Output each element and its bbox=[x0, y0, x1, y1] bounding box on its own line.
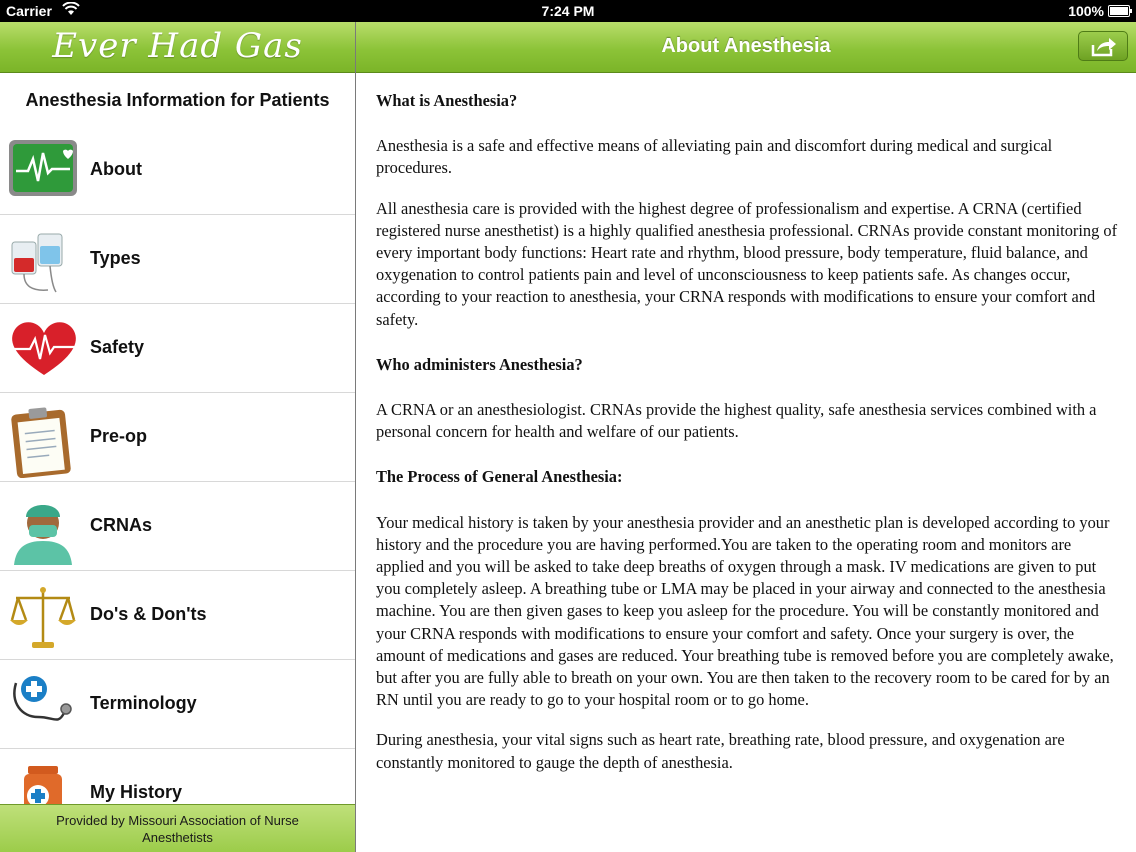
paragraph: A CRNA or an anesthesiologist. CRNAs provide the highest quality, safe anesthesia services combined with a personal concern for health and welfare of our patients. bbox=[376, 400, 1097, 442]
share-button[interactable] bbox=[1078, 31, 1128, 61]
sidebar-item-safety[interactable] bbox=[0, 304, 355, 393]
clipboard-icon bbox=[8, 406, 78, 468]
heart-monitor-icon bbox=[8, 139, 78, 201]
sidebar-item-label: Do's & Don'ts bbox=[90, 604, 207, 624]
stethoscope-icon bbox=[8, 673, 78, 735]
sidebar-item-crnas[interactable] bbox=[0, 482, 355, 571]
sidebar-item-terminology[interactable] bbox=[0, 660, 355, 749]
section-heading-what-is-anesthesia: What is Anesthesia? bbox=[376, 91, 518, 110]
heart-icon bbox=[8, 317, 78, 379]
sidebar-item-pre-op[interactable] bbox=[0, 393, 355, 482]
page-title: About Anesthesia bbox=[661, 35, 831, 57]
clock: 7:24 PM bbox=[541, 3, 595, 19]
sidebar-item-label: My History bbox=[90, 782, 183, 802]
nurse-icon bbox=[8, 495, 78, 557]
sidebar-menu bbox=[0, 126, 355, 838]
app-logo: Ever Had Gas bbox=[52, 26, 303, 66]
sidebar-footer: Provided by Missouri Association of Nurse Anesthetists bbox=[0, 804, 355, 852]
sidebar-item-label: Types bbox=[90, 248, 141, 268]
sidebar-item-label: Safety bbox=[90, 337, 145, 357]
detail-header bbox=[356, 22, 1136, 73]
sidebar-item-dos-and-donts[interactable] bbox=[0, 571, 355, 660]
section-heading-who-administers: Who administers Anesthesia? bbox=[376, 354, 583, 374]
status-bar bbox=[0, 0, 1136, 22]
section-heading-process: The Process of General Anesthesia: bbox=[376, 467, 623, 487]
sidebar-item-label: Terminology bbox=[90, 693, 197, 713]
sidebar-item-types[interactable] bbox=[0, 215, 355, 304]
share-icon bbox=[1091, 37, 1117, 57]
sidebar-item-label: About bbox=[90, 159, 142, 179]
scales-icon bbox=[8, 584, 78, 646]
paragraph: Your medical history is taken by your anesthesia provider and an anesthetic plan is developed according to your history and the procedure you are having performed.You are taken to the operating room and monitors are applied and you will be asked to take deep breaths of oxygen through a mask. IV medications are given to put you completely asleep. A breathing tube or LMA may be placed in your airway and connected to the anesthesia machine. You are then given gases to keep you asleep for the procedure. You will be constantly monitored and your CRNA responds with modifications to ensure your comfort and safety. Once your surgery is over, the amount of medications and gases are reduced. Your breathing tube is removed before you are completely awake, but after you are fully able to breath on your own. You are then taken to the recovery room to be cared for by an RN until you are ready to go to your hospital room or to go home. bbox=[376, 512, 1114, 710]
sidebar-item-label: CRNAs bbox=[90, 515, 153, 535]
battery-percentage: 100% bbox=[1068, 3, 1104, 19]
paragraph: Anesthesia is a safe and effective means of alleviating pain and discomfort during medical and surgical procedures. bbox=[376, 136, 1053, 178]
carrier-label: Carrier bbox=[6, 3, 52, 19]
battery-icon bbox=[1108, 5, 1130, 17]
detail-content bbox=[376, 90, 1121, 792]
sidebar-item-about[interactable] bbox=[0, 126, 355, 215]
sidebar-item-label: Pre-op bbox=[90, 426, 148, 446]
iv-bags-icon bbox=[8, 228, 78, 290]
sidebar-header bbox=[0, 22, 355, 73]
paragraph: All anesthesia care is provided with the highest degree of professionalism and expertise. A CRNA (certified registered nurse anesthetist) is a highly qualified anesthesia professional. CRNAs provide constant monitoring of every important body functions: Heart rate and rhythm, blood pressure, body temperature, fluid balance, and oxygenation to control patients pain and level of unconsciousness to keep patients safe. As changes occur, according to your reaction to anesthesia, your CRNA responds with modifications to ensure your comfort and safety. bbox=[376, 198, 1118, 329]
sidebar-subtitle: Anesthesia Information for Patients bbox=[25, 90, 330, 110]
sidebar bbox=[0, 22, 356, 852]
paragraph: During anesthesia, your vital signs such as heart rate, breathing rate, blood pressure, and oxygenation are constantly monitored to gauge the depth of anesthesia. bbox=[376, 730, 1065, 772]
